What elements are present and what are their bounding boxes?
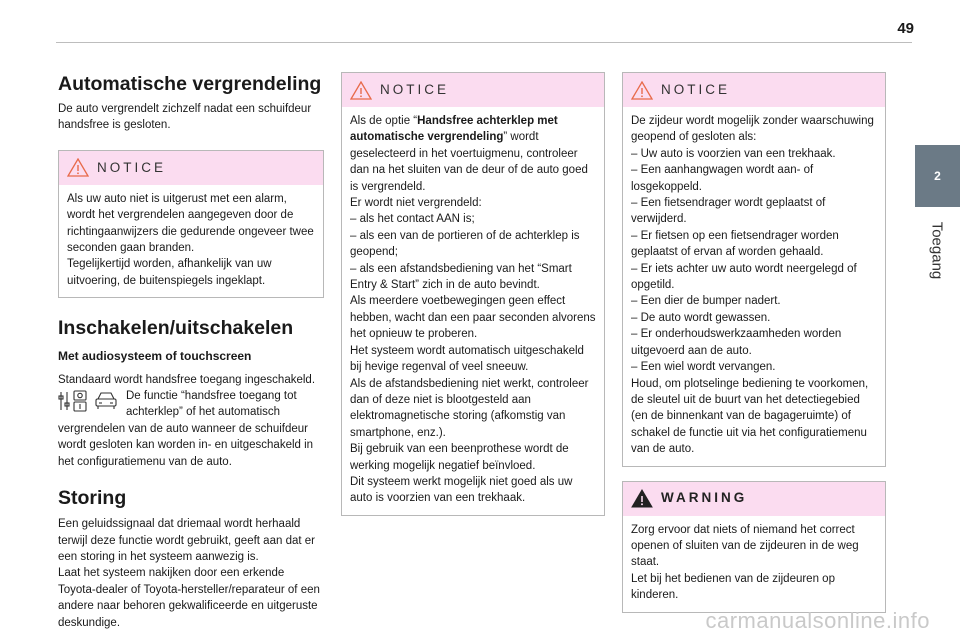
notice-title: NOTICE — [661, 81, 731, 97]
notice-box-1 — [58, 150, 324, 298]
warning-triangle-icon — [631, 81, 653, 100]
notice-header — [623, 73, 885, 107]
notice-line: – De auto wordt gewassen. — [631, 311, 771, 324]
column-3 — [622, 72, 886, 613]
notice-line: Dit systeem werkt mogelijk niet goed als uw auto is voorzien van een trekhaak. — [350, 475, 573, 505]
warning-triangle-icon — [631, 489, 653, 508]
notice-line: Als de afstandsbediening niet werkt, controleer dan of deze niet is blootgesteld aan elektromagnetische storing (afkomstig van smartphone, enz.). — [350, 377, 589, 439]
notice-text: ” wordt geselecteerd in het voertuigmenu, controleer dan na het sluiten van de deur of de auto goed is vergrendeld. — [350, 131, 588, 193]
notice-body — [342, 107, 604, 515]
notice-line: – Een wiel wordt vervangen. — [631, 361, 776, 374]
warning-title: WARNING — [661, 490, 748, 506]
storing-line: Laat het systeem nakijken door een erkende Toyota-dealer of Toyota-hersteller/reparateur of een andere naar behoren gekwalificeerde en uitgeruste deskundige. — [58, 567, 320, 629]
notice-line: – als een van de portieren of de achterklep is geopend; — [350, 229, 580, 259]
column-1 — [58, 72, 324, 631]
storing-line: Een geluidssignaal dat driemaal wordt herhaald terwijl deze functie wordt gebruikt, geeft aan dat er een storing in het systeem aanwezig is. — [58, 518, 315, 563]
notice-line: – als een afstandsbediening van het “Smart Entry & Start” zich in de auto bevindt. — [350, 262, 572, 292]
top-divider — [56, 42, 912, 43]
icon-paragraph-text: De functie “handsfree toegang tot achterklep” of het automatisch — [126, 390, 297, 419]
intro-paragraph: De auto vergrendelt zichzelf nadat een schuifdeur handsfree is gesloten. — [58, 103, 312, 132]
notice-header — [59, 151, 323, 185]
watermark: carmanualsonline.info — [705, 608, 930, 633]
column-2 — [341, 72, 605, 516]
heading-inschakelen: Inschakelen/uitschakelen — [58, 317, 294, 340]
notice-line: – Er fietsen op een fietsendrager worden geplaatst of ervan af worden gehaald. — [631, 229, 839, 259]
notice-line: – Er iets achter uw auto wordt neergelegd of opgetild. — [631, 262, 857, 292]
warning-body — [623, 516, 885, 612]
chapter-tab[interactable] — [915, 145, 960, 207]
notice-line: – Een fietsendrager wordt geplaatst of verwijderd. — [631, 197, 826, 226]
page-number: 49 — [897, 20, 914, 37]
icon-group — [58, 388, 118, 412]
notice-line: Houd, om plotselinge bediening te voorkomen, de sleutel uit de buurt van het detectiegebied (en de binnenkant van de bagageruimte) of schakel de functie uit via het configuratiemenu van de auto. — [631, 377, 869, 456]
notice-header — [342, 73, 604, 107]
notice-line: De zijdeur wordt mogelijk zonder waarschuwing geopend of gesloten als: — [631, 115, 874, 144]
warning-triangle-icon — [67, 158, 89, 177]
paragraph-vergrendelen: vergrendelen van de auto wanneer de schuifdeur wordt gesloten kan worden in- en uitgeschakeld in het configuratiemenu van de auto. — [58, 422, 314, 468]
warning-header — [623, 482, 885, 516]
chapter-label-text: Toegang — [928, 221, 946, 279]
notice-title: NOTICE — [380, 81, 450, 97]
chapter-label — [887, 200, 960, 300]
warning-box — [622, 481, 886, 613]
notice-line: Het systeem wordt automatisch uitgeschakeld bij hevige regenval of veel sneeuw. — [350, 344, 584, 374]
chapter-number: 2 — [934, 169, 941, 183]
notice-text: Als de optie “ — [350, 115, 418, 127]
car-icon — [94, 390, 118, 412]
heading-automatische-vergrendeling: Automatische vergrendeling — [58, 73, 322, 95]
notice-line: Er wordt niet vergrendeld: — [350, 197, 482, 210]
notice-line: Als meerdere voetbewegingen geen effect hebben, wacht dan een paar seconden alvorens het opnieuw te proberen. — [350, 295, 596, 341]
notice-line: – Er onderhoudswerkzaamheden worden uitgevoerd aan de auto. — [631, 328, 842, 357]
notice-line: Bij gebruik van een beenprothese wordt de werking mogelijk negatief beïnvloed. — [350, 443, 569, 472]
notice-line: – Uw auto is voorzien van een trekhaak. — [631, 147, 836, 160]
notice-line: – Een dier de bumper nadert. — [631, 295, 781, 308]
notice-line — [350, 113, 596, 195]
warning-triangle-icon — [350, 81, 372, 100]
subheading-audiosysteem: Met audiosysteem of touchscreen — [58, 349, 252, 364]
warning-line: Let bij het bedienen van de zijdeuren op kinderen. — [631, 572, 835, 602]
heading-storing: Storing — [58, 487, 127, 510]
notice-option-name: Handsfree achterklep met automatische vergrendeling — [350, 115, 558, 144]
notice-body — [59, 185, 323, 297]
notice-body — [623, 107, 885, 466]
warning-line: Zorg ervoor dat niets of niemand het correct openen of sluiten van de zijdeuren in de weg staat. — [631, 523, 859, 569]
notice-box-2 — [341, 72, 605, 516]
icon-paragraph — [58, 388, 324, 421]
settings-menu-icon — [58, 390, 88, 412]
notice-line: Tegelijkertijd worden, afhankelijk van uw uitvoering, de buitenspiegels ingeklapt. — [67, 258, 272, 287]
notice-box-3 — [622, 72, 886, 467]
notice-line: – Een aanhangwagen wordt aan- of losgekoppeld. — [631, 164, 814, 193]
notice-line: – als het contact AAN is; — [350, 213, 475, 226]
notice-line: Als uw auto niet is uitgerust met een alarm, wordt het vergrendelen aangegeven door de richtingaanwijzers die gedurende ongeveer twee seconden gaan branden. — [67, 192, 314, 255]
notice-title: NOTICE — [97, 159, 167, 175]
paragraph-standaard: Standaard wordt handsfree toegang ingeschakeld. — [58, 373, 316, 386]
